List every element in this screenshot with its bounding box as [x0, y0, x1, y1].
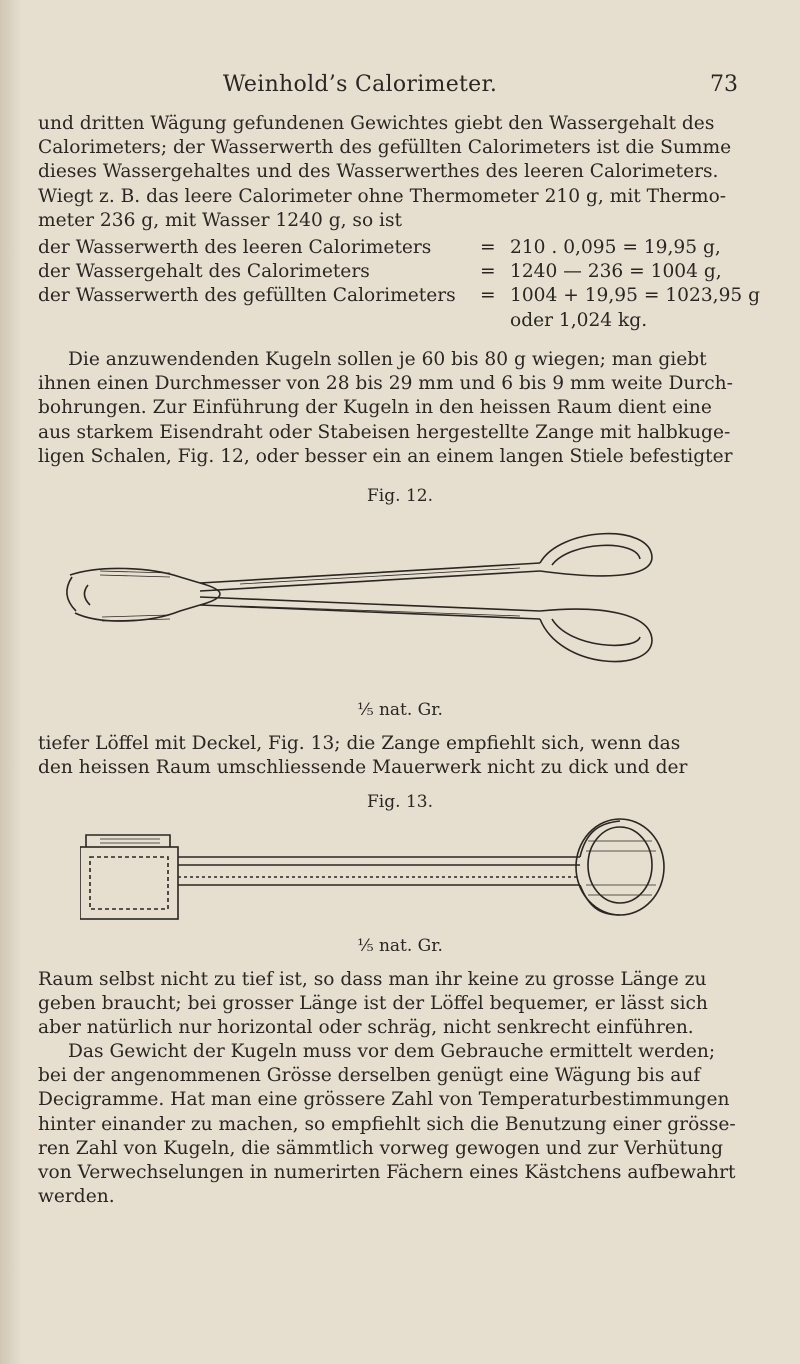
figure-12-scale: ⅕ nat. Gr. [357, 700, 443, 720]
text-line: den heissen Raum umschliessende Mauerwerk nicht zu dick und der [38, 757, 688, 779]
calculation-label: der Wasserwerth des leeren Calorimeters [38, 237, 432, 258]
text-line: meter 236 g, mit Wasser 1240 g, so ist [38, 209, 403, 231]
equals-sign: = [480, 285, 496, 307]
page-number: 73 [710, 72, 738, 97]
calculation-value: 1004 + 19,95 = 1023,95 g [510, 285, 761, 307]
tongs-illustration [40, 505, 680, 695]
text-line: aus starkem Eisendraht oder Stabeisen hergestellte Zange mit halbkuge- [38, 421, 731, 443]
paragraph-weighing [38, 1040, 762, 1209]
calculation-value: 210 . 0,095 = 19,95 g, [510, 237, 721, 258]
calculation-row [38, 236, 768, 260]
calculation-block [38, 236, 768, 333]
text-line: und dritten Wägung gefundenen Gewichtes giebt den Wassergehalt des [38, 113, 715, 134]
calculation-label: der Wasserwerth des gefüllten Calorimeters [38, 285, 456, 307]
text-line: ihnen einen Durchmesser von 28 bis 29 mm und 6 bis 9 mm weite Durch- [38, 373, 733, 395]
spoon-illustration [80, 815, 700, 935]
text-line: Raum selbst nicht zu tief ist, so dass man ihr keine zu grosse Länge zu [38, 969, 707, 990]
text-line: aber natürlich nur horizontal oder schräg, nicht senkrecht einführen. [38, 1017, 694, 1039]
paragraph-balls [38, 348, 762, 469]
text-line: bohrungen. Zur Einführung der Kugeln in den heissen Raum dient eine [38, 397, 712, 419]
equals-sign: = [480, 261, 496, 283]
text-line: von Verwechselungen in numerirten Fächern eines Kästchens aufbewahrt [38, 1162, 736, 1184]
running-title: Weinhold’s Calorimeter. [222, 72, 498, 97]
figure-12-label: Fig. 12. [367, 486, 433, 506]
text-line: werden. [38, 1186, 115, 1208]
text-line: bei der angenommenen Grösse derselben genügt eine Wägung bis auf [38, 1065, 701, 1087]
text-line: Das Gewicht der Kugeln muss vor dem Gebrauche ermittelt werden; [68, 1041, 716, 1062]
text-line: ligen Schalen, Fig. 12, oder besser ein an einem langen Stiele befestigter [38, 445, 733, 467]
page-header [0, 70, 800, 104]
calculation-row [38, 260, 768, 284]
page-gutter-shadow [0, 0, 22, 1364]
calculation-row [38, 309, 768, 333]
calculation-row [38, 284, 768, 308]
text-line: Die anzuwendenden Kugeln sollen je 60 bis 80 g wiegen; man giebt [68, 349, 707, 370]
text-line: Wiegt z. B. das leere Calorimeter ohne Thermometer 210 g, mit Thermo- [38, 185, 727, 207]
text-line: Decigramme. Hat man eine grössere Zahl von Temperaturbestimmungen [38, 1089, 730, 1111]
paragraph-length [38, 968, 762, 1041]
figure-13-scale: ⅕ nat. Gr. [357, 936, 443, 956]
text-line: ren Zahl von Kugeln, die sämmtlich vorweg gewogen und zur Verhütung [38, 1137, 723, 1159]
calculation-value: oder 1,024 kg. [510, 309, 648, 331]
paragraph-continued [38, 112, 762, 233]
calculation-value: 1240 — 236 = 1004 g, [510, 261, 722, 283]
equals-sign: = [480, 237, 496, 258]
paragraph-spoon [38, 732, 762, 780]
text-line: Calorimeters; der Wasserwerth des gefüllten Calorimeters ist die Summe [38, 137, 732, 159]
text-line: geben braucht; bei grosser Länge ist der Löffel bequemer, er lässt sich [38, 993, 708, 1015]
text-line: hinter einander zu machen, so empfiehlt sich die Benutzung einer grösse- [38, 1113, 736, 1135]
text-line: tiefer Löffel mit Deckel, Fig. 13; die Zange empfiehlt sich, wenn das [38, 733, 681, 754]
text-line: dieses Wassergehaltes und des Wasserwerthes des leeren Calorimeters. [38, 161, 719, 183]
calculation-label: der Wassergehalt des Calorimeters [38, 261, 370, 283]
figure-13-label: Fig. 13. [367, 792, 433, 812]
